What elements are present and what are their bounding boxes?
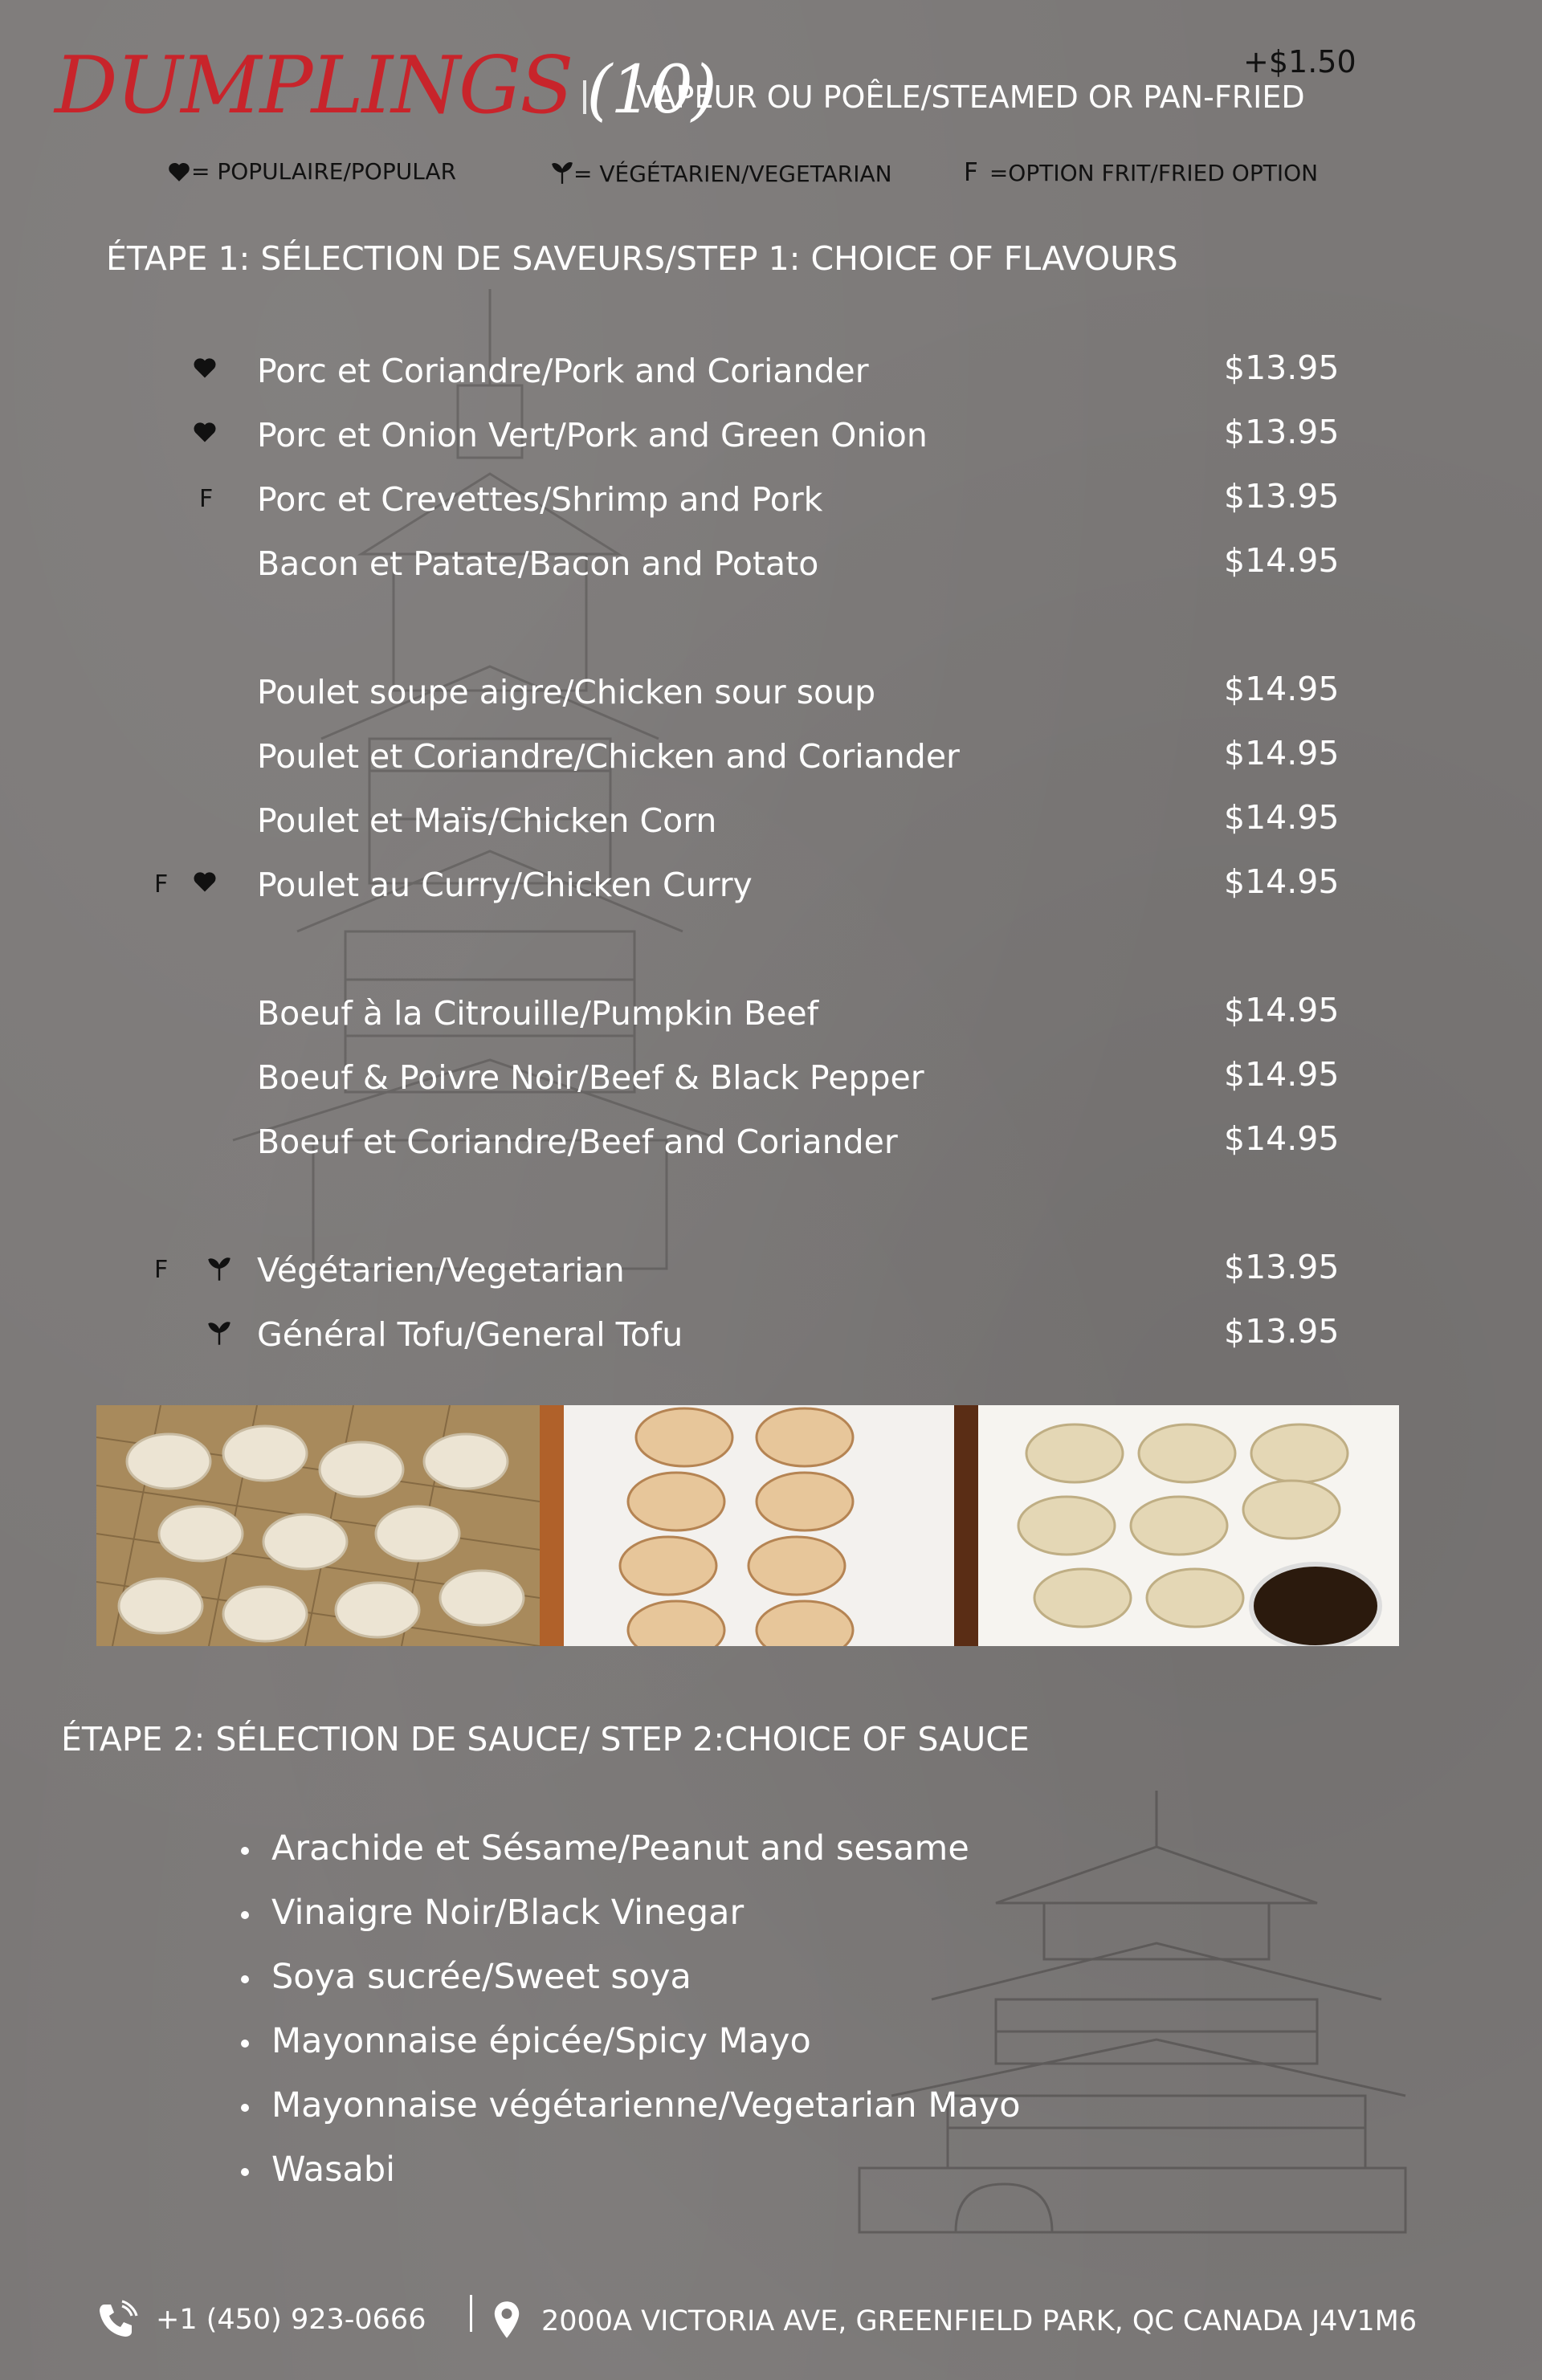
- menu-item-row: [0, 731, 1542, 779]
- menu-item-row: [0, 1309, 1542, 1357]
- list-item: [241, 2138, 1021, 2202]
- menu-item-row: [0, 1245, 1542, 1293]
- title-text: DUMPLINGS: [55, 40, 573, 132]
- bullet: [241, 2168, 249, 2176]
- sauce-label: Mayonnaise végétarienne/Vegetarian Mayo: [271, 2085, 1021, 2125]
- flavour-price: $14.95: [1224, 862, 1340, 901]
- list-item: [241, 1816, 1021, 1881]
- flavour-name: Poulet soupe aigre/Chicken sour soup: [257, 673, 876, 711]
- legend-fried-label: =OPTION FRIT/FRIED OPTION: [989, 160, 1319, 186]
- menu-item-row: [0, 474, 1542, 522]
- phone-icon: [95, 2300, 140, 2340]
- menu-item-row: [0, 538, 1542, 586]
- bullet: [241, 2040, 249, 2048]
- fried-option-mark: F: [154, 870, 169, 899]
- fried-surcharge: +$1.50: [1243, 44, 1356, 79]
- address-text: 2000A VICTORIA AVE, GREENFIELD PARK, QC CANADA J4V1M6: [541, 2305, 1418, 2337]
- fried-option-mark: F: [154, 1256, 169, 1284]
- flavour-name: Général Tofu/General Tofu: [257, 1315, 683, 1354]
- flavour-name: Boeuf & Poivre Noir/Beef & Black Pepper: [257, 1058, 924, 1097]
- flavour-price: $14.95: [1224, 991, 1340, 1029]
- dumpling-count: (10): [586, 52, 716, 128]
- flavour-name: Porc et Onion Vert/Pork and Green Onion: [257, 416, 928, 454]
- list-item: [241, 2009, 1021, 2073]
- heart-icon: [193, 421, 217, 450]
- menu-item-row: [0, 988, 1542, 1036]
- cooking-style-subtitle: VAPEUR OU POÊLE/STEAMED OR PAN-FRIED: [636, 79, 1305, 115]
- flavour-name: Bacon et Patate/Bacon and Potato: [257, 544, 819, 583]
- sauce-label: Mayonnaise épicée/Spicy Mayo: [271, 2021, 811, 2061]
- flavour-price: $13.95: [1224, 413, 1340, 451]
- sauce-label: Wasabi: [271, 2150, 396, 2190]
- sauce-list: [241, 1816, 1021, 2202]
- bullet: [241, 1975, 249, 1983]
- flavour-name: Poulet et Coriandre/Chicken and Coriander: [257, 737, 960, 776]
- flavour-name: Boeuf et Coriandre/Beef and Coriander: [257, 1123, 898, 1161]
- legend-vegetarian: [551, 161, 892, 185]
- menu-item-row: [0, 859, 1542, 907]
- flavour-price: $13.95: [1224, 1312, 1340, 1351]
- flavour-price: $14.95: [1224, 541, 1340, 580]
- flavour-name: Porc et Coriandre/Pork and Coriander: [257, 352, 869, 390]
- flavour-price: $14.95: [1224, 798, 1340, 837]
- heart-icon: [193, 870, 217, 899]
- menu-item-row: [0, 666, 1542, 715]
- phone-number: +1 (450) 923-0666: [156, 2304, 426, 2336]
- menu-item-row: [0, 1116, 1542, 1164]
- step2-heading: ÉTAPE 2: SÉLECTION DE SAUCE/ STEP 2:CHOICE OF SAUCE: [61, 1720, 1030, 1759]
- menu-item-row: [0, 795, 1542, 843]
- legend-fried: [964, 158, 1319, 187]
- footer-divider: [470, 2295, 472, 2332]
- menu-item-row: [0, 1052, 1542, 1100]
- flavour-price: $13.95: [1224, 477, 1340, 516]
- dumplings-with-sauce-photo: [978, 1405, 1399, 1646]
- flavour-price: $13.95: [1224, 1248, 1340, 1286]
- sauce-label: Arachide et Sésame/Peanut and sesame: [271, 1828, 969, 1869]
- legend-popular-label: = POPULAIRE/POPULAR: [191, 158, 457, 185]
- bullet: [241, 1847, 249, 1855]
- sauce-label: Soya sucrée/Sweet soya: [271, 1957, 691, 1997]
- list-item: [241, 1945, 1021, 2009]
- menu-item-row: [0, 410, 1542, 458]
- flavour-price: $14.95: [1224, 1055, 1340, 1094]
- fried-mark: F: [964, 158, 978, 187]
- flavour-price: $13.95: [1224, 348, 1340, 387]
- page-title: [55, 40, 716, 132]
- flavour-name: Porc et Crevettes/Shrimp and Pork: [257, 480, 823, 519]
- legend-popular: [167, 158, 457, 185]
- menu-item-row: [0, 345, 1542, 393]
- pan-fried-dumplings-photo: [540, 1405, 978, 1646]
- heart-icon: [193, 357, 217, 385]
- fried-option-mark: F: [199, 485, 214, 513]
- footer-address[interactable]: [492, 2300, 1417, 2340]
- list-item: [241, 1881, 1021, 1945]
- legend-vegetarian-label: = VÉGÉTARIEN/VEGETARIAN: [573, 161, 892, 187]
- bullet: [241, 1911, 249, 1919]
- sauce-label: Vinaigre Noir/Black Vinegar: [271, 1893, 744, 1933]
- steamed-dumplings-photo: [96, 1405, 540, 1646]
- flavour-name: Poulet au Curry/Chicken Curry: [257, 866, 753, 904]
- step1-heading: ÉTAPE 1: SÉLECTION DE SAVEURS/STEP 1: CHOICE OF FLAVOURS: [106, 239, 1178, 278]
- bullet: [241, 2104, 249, 2112]
- sprout-icon: [207, 1256, 231, 1288]
- flavour-name: Poulet et Maïs/Chicken Corn: [257, 801, 717, 840]
- heart-icon: [167, 161, 191, 182]
- flavour-price: $14.95: [1224, 670, 1340, 708]
- location-pin-icon: [492, 2300, 522, 2340]
- sprout-icon: [207, 1320, 231, 1352]
- list-item: [241, 2073, 1021, 2138]
- flavour-name: Boeuf à la Citrouille/Pumpkin Beef: [257, 994, 819, 1033]
- footer-phone[interactable]: [95, 2300, 426, 2340]
- flavour-name: Végétarien/Vegetarian: [257, 1251, 625, 1290]
- sprout-icon: [551, 161, 573, 185]
- flavour-price: $14.95: [1224, 734, 1340, 772]
- header-divider: [583, 80, 586, 114]
- flavour-price: $14.95: [1224, 1119, 1340, 1158]
